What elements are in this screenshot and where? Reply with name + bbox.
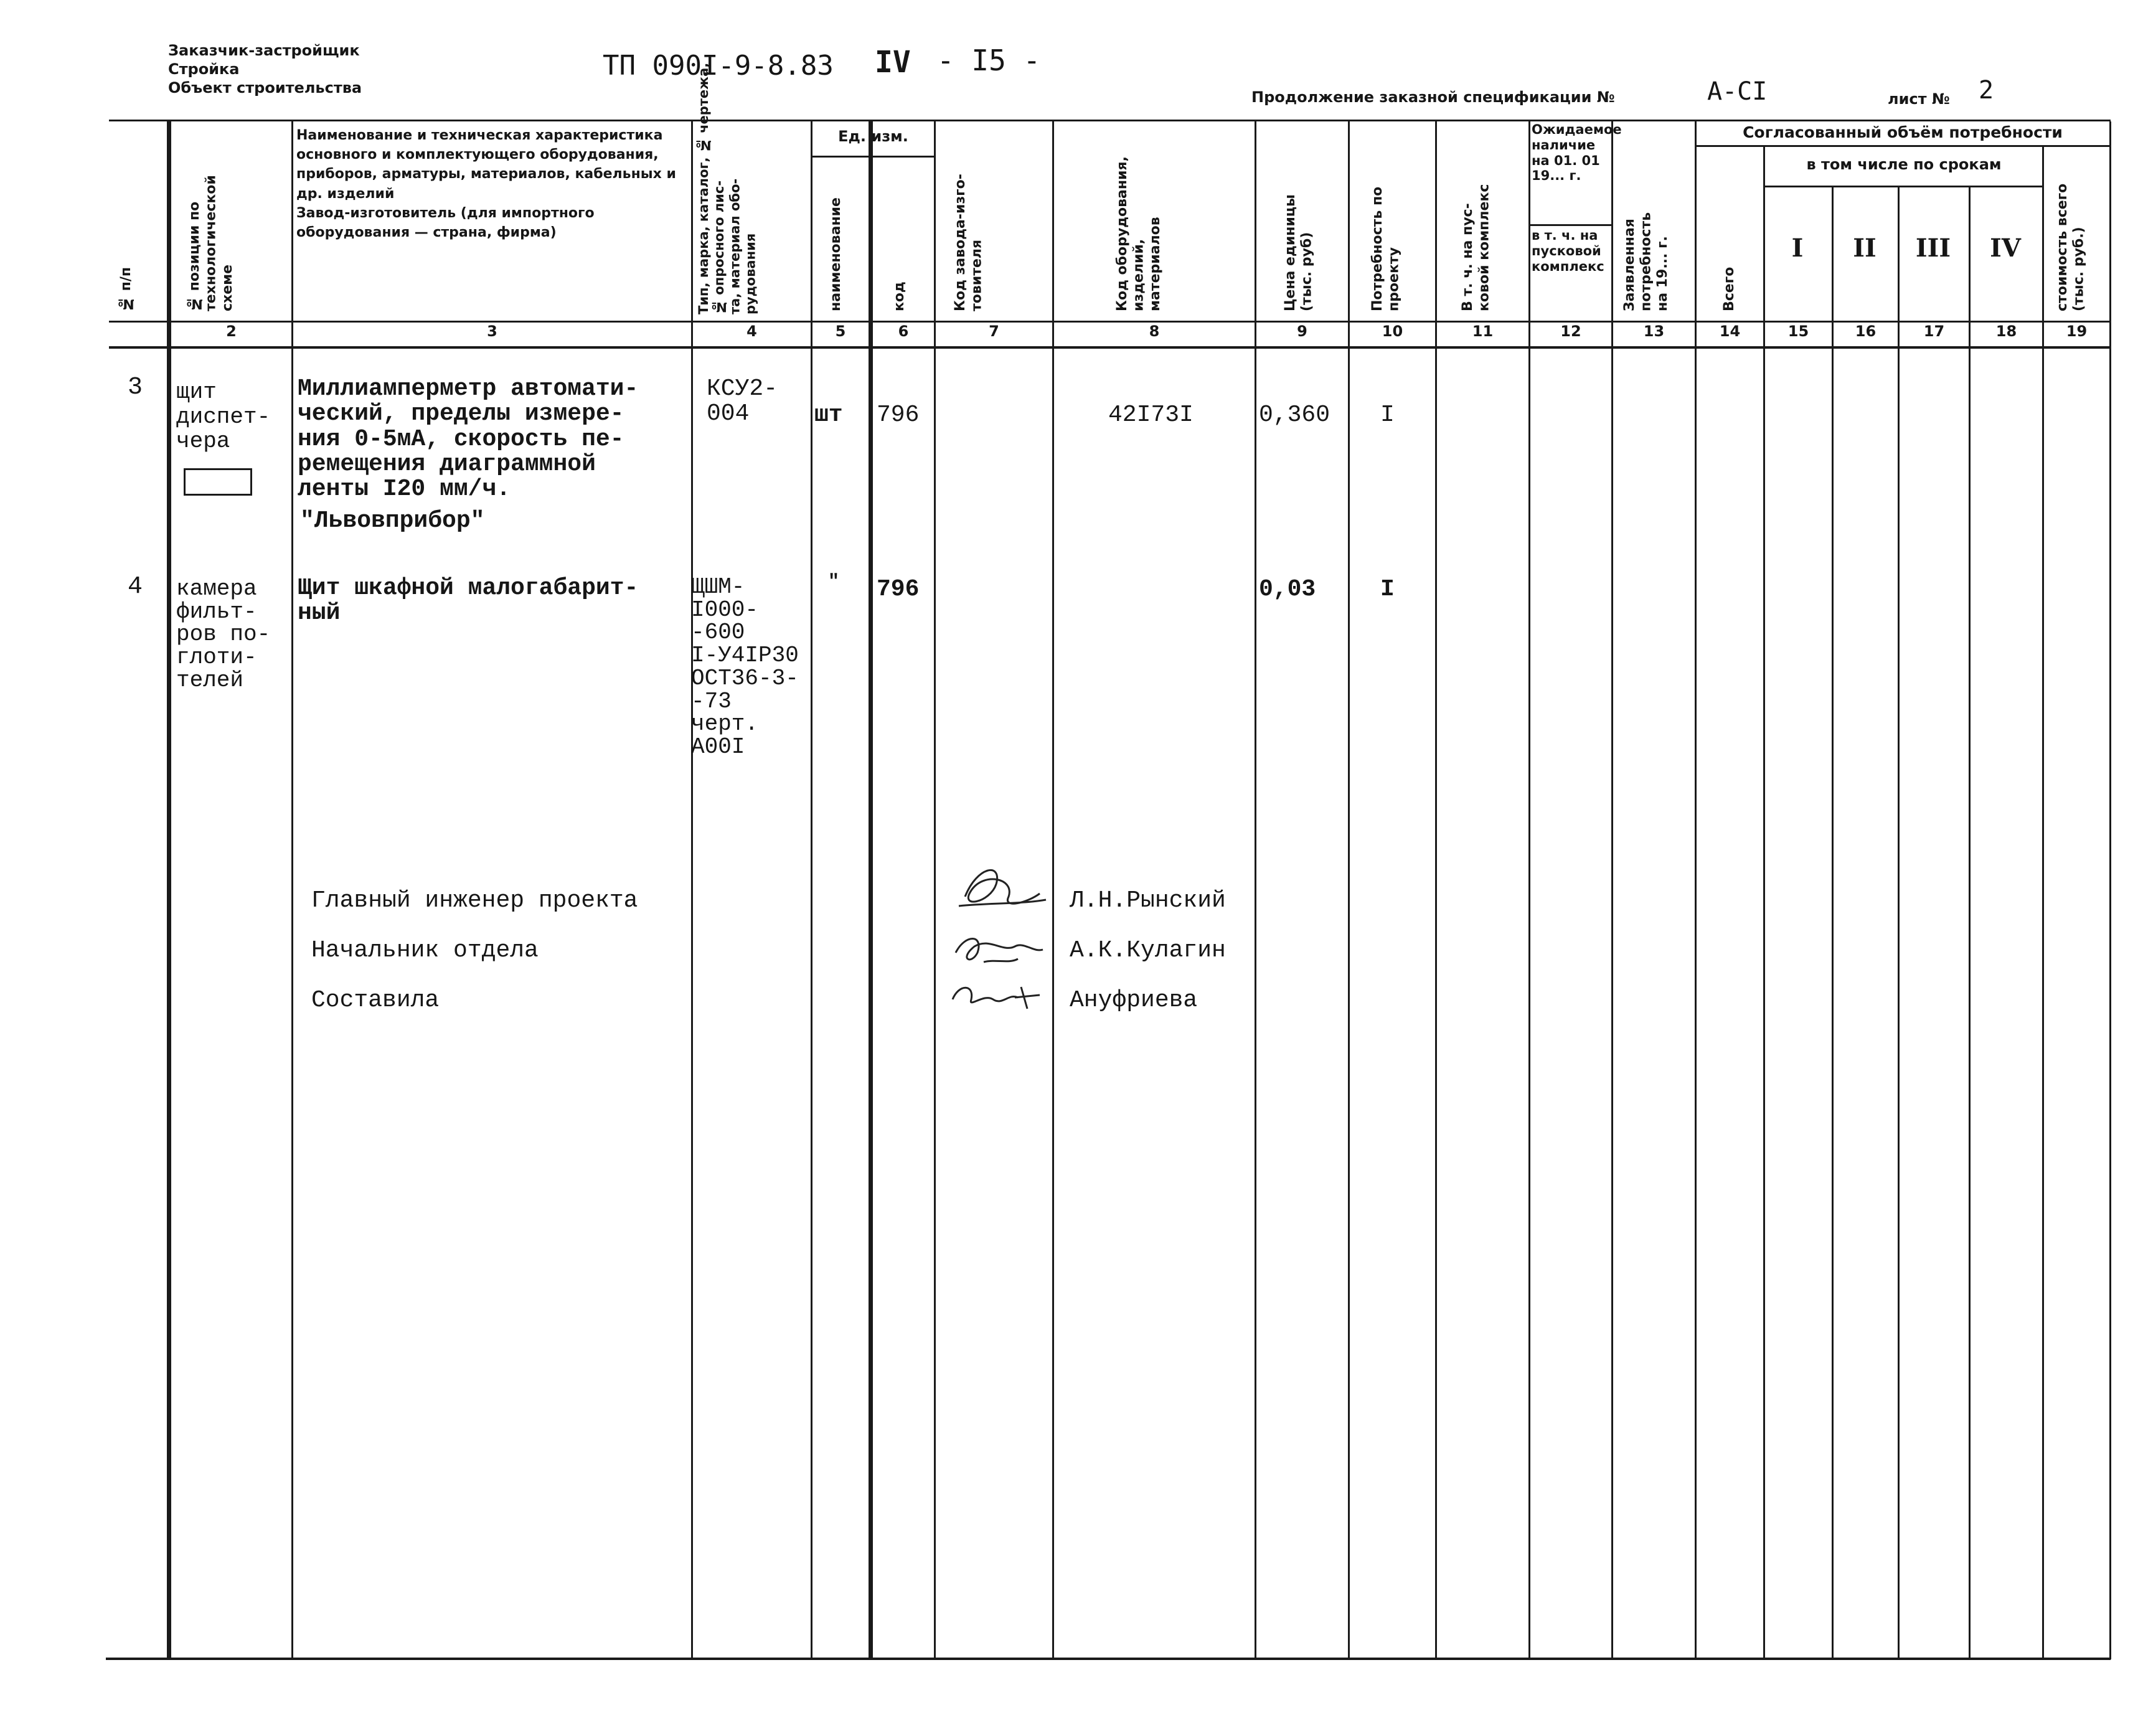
manufacturer-cell: "Львовприбор" [300,507,485,534]
colnum-16: 16 [1855,323,1877,340]
signature-role: Начальник отдела [311,937,539,964]
col-line-2 [291,121,293,1659]
colnum-4: 4 [746,323,757,340]
price-cell: 0,03 [1259,576,1316,603]
col-line-3 [691,121,693,1659]
colnum-19: 19 [2066,323,2088,340]
col-line-7 [1052,121,1054,1659]
col12-top-header: Ожидаемое наличие на 01. 01 19... г. [1532,122,1622,184]
col-line-6 [934,121,936,1659]
col15-header: I [1791,234,1804,263]
col-line-17 [1969,186,1971,1659]
col6-header: код [892,281,907,311]
col10-header: Потребность по проекту [1370,186,1402,311]
unit-group-header: Ед. изм. [838,128,908,145]
col1-header: № п/п [118,267,134,311]
col-line-10 [1435,121,1437,1659]
col19-header: стоимость всего (тыс. руб.) [2055,183,2087,311]
table-top-border [109,120,2111,121]
unit-code-cell: 796 [877,576,920,603]
position-cell: камера фильт- ров по- глоти- телей [176,576,271,693]
col7-header: Код завода-изго- товителя [953,174,985,311]
table-bottom-border [106,1658,2111,1660]
unit-cell: шт [814,402,843,428]
doc-code: ТП 090I-9-8.83 [603,50,834,82]
header-object: Объект строительства [168,79,362,97]
colnum-7: 7 [989,323,999,340]
agreed-group-line [1695,145,2111,147]
colnum-18: 18 [1995,323,2017,340]
colnum-11: 11 [1472,323,1494,340]
row-number: 4 [128,573,143,601]
col-line-11 [1528,121,1530,1659]
numbers-row-border [109,346,2111,349]
col5-header: наименование [828,197,844,311]
colnum-14: 14 [1719,323,1741,340]
col17-header: III [1915,234,1951,263]
col14-header: Всего [1721,267,1737,311]
col-line-16 [1898,186,1900,1659]
unit-cell: " [828,572,840,593]
continuation-label: Продолжение заказной спецификации № [1251,88,1615,106]
col-line-15 [1832,186,1834,1659]
col-line-14 [1763,145,1765,1659]
signature-role: Составила [311,987,440,1014]
col12-bottom-header: в т. ч. на пусковой комплекс [1532,228,1604,274]
header-customer: Заказчик-застройщик [168,42,360,59]
col-line-18 [2042,145,2044,1659]
description-cell: Щит шкафной малогабарит- ный [298,575,639,626]
type-cell: КСУ2- 004 [707,375,778,428]
terms-group-header: в том числе по срокам [1806,156,2002,173]
signature-role: Главный инженер проекта [311,887,638,914]
colnum-15: 15 [1787,323,1809,340]
sheet-number: 2 [1979,76,1994,105]
col-line-12 [1611,121,1613,1659]
signature-name: Л.Н.Рынский [1070,887,1226,914]
colnum-3: 3 [487,323,497,340]
col-line-5 [869,121,873,1659]
colnum-6: 6 [898,323,909,340]
page-mark: - I5 - [937,44,1041,77]
col-line-9 [1348,121,1350,1659]
unit-code-line [869,156,934,158]
roman-numeral: IV [875,45,911,80]
colnum-13: 13 [1643,323,1665,340]
sheet-label: лист № [1888,90,1950,108]
colnum-10: 10 [1382,323,1403,340]
description-cell: Миллиамперметр автомати- ческий, пределы измере- ния 0-5мА, скорость пе- ремещения диаграммной ленты I20 мм/ч. [298,375,639,503]
signature-name: А.К.Кулагин [1070,937,1226,964]
type-cell: ЩШМ- I000- -600 I-У4IP30 ОСТ36-3- -73 черт. А00I [691,574,799,760]
col-line-4 [811,121,812,1659]
terms-group-line [1763,186,2042,187]
colnum-2: 2 [226,323,237,340]
position-cell: щит диспет- чера [176,379,271,455]
need-cell: I [1380,576,1395,603]
panel-symbol-icon [184,468,252,496]
col11-header: В т. ч. на пус- ковой комплекс [1460,184,1492,311]
col-line-8 [1255,121,1256,1659]
colnum-17: 17 [1923,323,1945,340]
colnum-5: 5 [835,323,846,340]
row-number: 3 [128,374,143,402]
c12-split-line [1528,224,1611,226]
col13-header: Заявленная потребность на 19... г. [1622,212,1670,311]
col16-header: II [1853,234,1877,263]
spec-number: А-СI [1707,77,1768,106]
colnum-12: 12 [1560,323,1581,340]
price-cell: 0,360 [1259,402,1330,428]
col-line-19 [2109,121,2111,1659]
col4-header: Тип, марка, каталог, № чертежа, № опросного лис- та, материал обо- рудования [696,62,758,314]
colnum-8: 8 [1149,323,1160,340]
col9-header: Цена единицы (тыс. руб) [1283,194,1315,311]
col3-header: Наименование и техническая характеристика основного и комплектующего оборудования, приборов, арматуры, материалов, кабельных и др. изделий Завод-изготовитель (для импортного оборудования — страна, фирма) [296,128,676,241]
col-line-13 [1695,121,1697,1659]
col2-header: № позиции по технологической схеме [187,175,235,311]
header-construction: Стройка [168,60,240,78]
signature-name: Ануфриева [1070,987,1198,1014]
handwritten-signatures-icon [940,859,1052,1021]
col18-header: IV [1990,234,2021,263]
equipment-code-cell: 42I73I [1108,402,1194,428]
need-cell: I [1380,402,1395,428]
colnum-9: 9 [1297,323,1307,340]
unit-code-cell: 796 [877,402,920,428]
col-line-1 [167,121,171,1659]
col8-header: Код оборудования, изделий, материалов [1114,156,1163,311]
agreed-group-header: Согласованный объём потребности [1743,123,2063,141]
